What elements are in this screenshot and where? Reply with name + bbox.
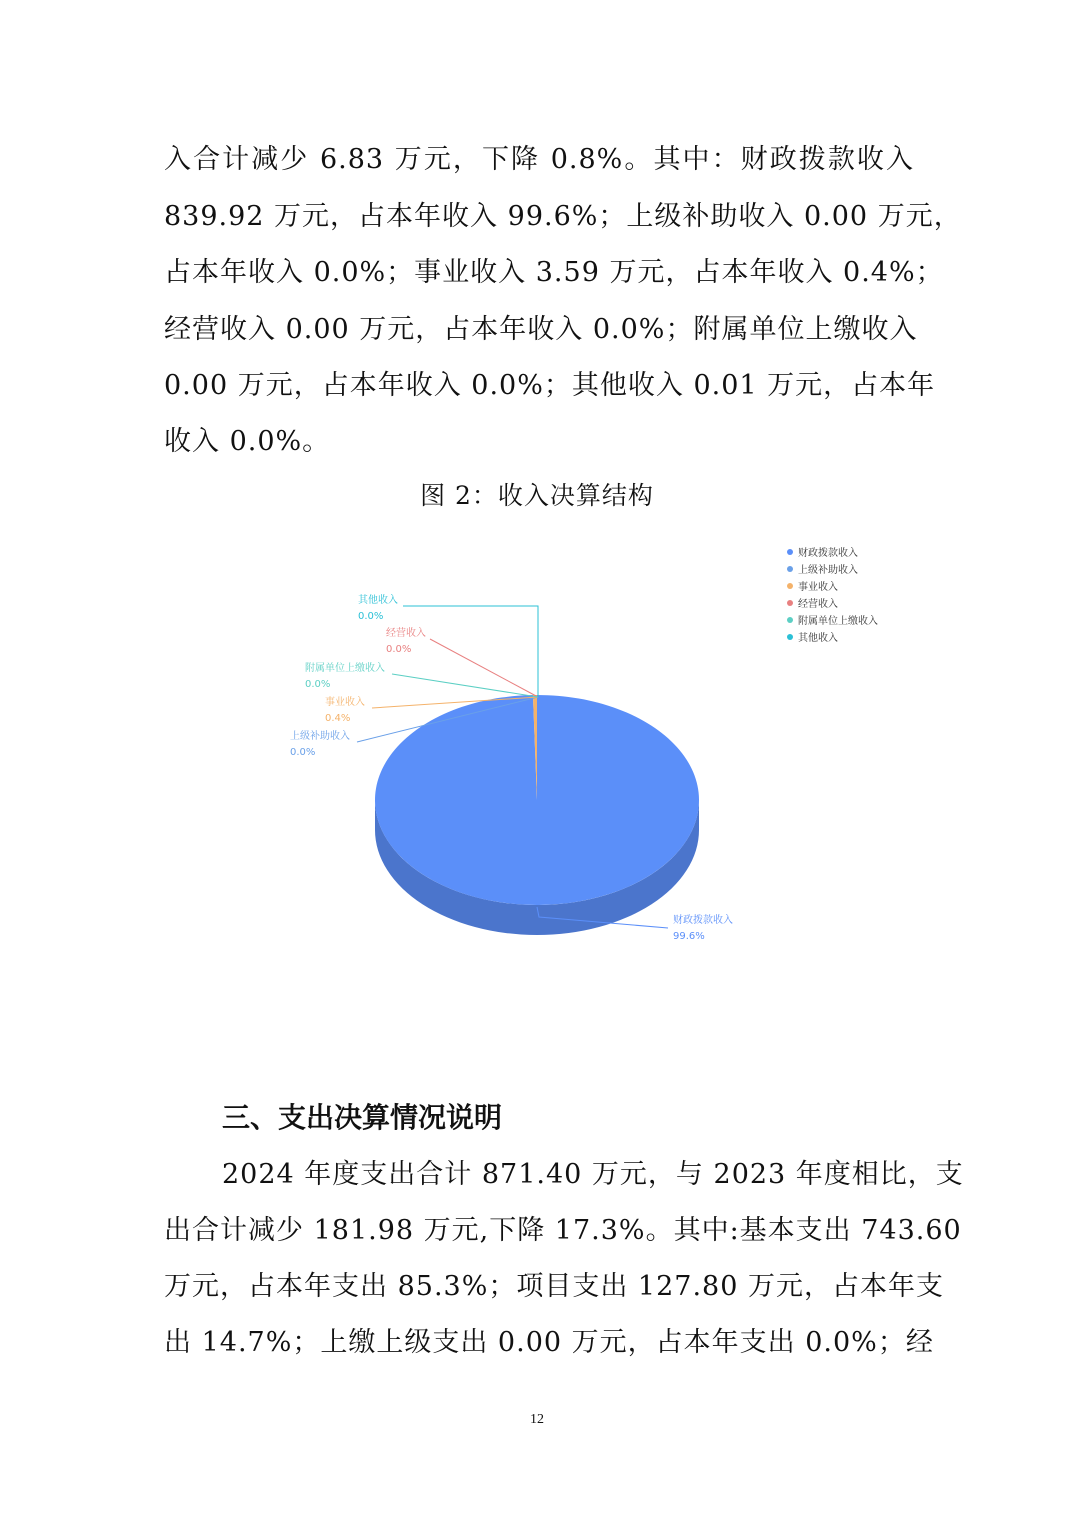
figure-caption: 图 2：收入决算结构 <box>420 481 654 510</box>
legend-item: 附属单位上缴收入 <box>798 616 878 627</box>
paragraph-line: 收入 0.0%。 <box>164 426 331 457</box>
legend-item: 经营收入 <box>798 599 838 610</box>
paragraph-line: 占本年收入 0.0%；事业收入 3.59 万元，占本年收入 0.4%； <box>164 257 944 288</box>
slice-label: 事业收入 <box>325 697 365 708</box>
slice-label: 附属单位上缴收入 <box>305 663 385 674</box>
legend-marker <box>787 617 793 623</box>
legend-marker <box>787 549 793 555</box>
legend-item: 其他收入 <box>798 633 838 644</box>
chart-legend <box>787 546 878 644</box>
legend-marker <box>787 583 793 589</box>
slice-value-label: 0.0% <box>290 747 316 758</box>
slice-value-label: 0.0% <box>386 644 412 655</box>
slice-value-label: 0.0% <box>305 679 331 690</box>
slice-value-label: 99.6% <box>673 931 705 942</box>
paragraph-line: 0.00 万元，占本年收入 0.0%；其他收入 0.01 万元，占本年 <box>164 370 936 401</box>
leader-line <box>403 606 538 697</box>
legend-marker <box>787 600 793 606</box>
slice-value-label: 0.4% <box>325 713 351 724</box>
legend-marker <box>787 566 793 572</box>
pie-body <box>375 695 699 935</box>
legend-item: 上级补助收入 <box>798 565 858 576</box>
slice-label: 经营收入 <box>386 628 426 639</box>
paragraph-line: 经营收入 0.00 万元，占本年收入 0.0%；附属单位上缴收入 <box>164 314 918 345</box>
legend-item: 财政拨款收入 <box>798 548 858 559</box>
paragraph-line: 万元，占本年支出 85.3%；项目支出 127.80 万元，占本年支 <box>164 1271 944 1302</box>
slice-label: 财政拨款收入 <box>673 915 733 926</box>
income-structure-pie-chart <box>0 530 1074 970</box>
slice-label: 其他收入 <box>358 595 398 606</box>
legend-marker <box>787 634 793 640</box>
paragraph-line: 出合计减少 181.98 万元,下降 17.3%。其中:基本支出 743.60 <box>164 1215 962 1246</box>
slice-label: 上级补助收入 <box>290 731 350 742</box>
paragraph-line: 2024 年度支出合计 871.40 万元，与 2023 年度相比，支 <box>222 1159 964 1190</box>
page-number: 12 <box>530 1412 544 1427</box>
slice-value-label: 0.0% <box>358 611 384 622</box>
paragraph-line: 入合计减少 6.83 万元，下降 0.8%。其中：财政拨款收入 <box>164 144 914 175</box>
paragraph-line: 839.92 万元，占本年收入 99.6%；上级补助收入 0.00 万元， <box>164 201 962 232</box>
paragraph-line: 出 14.7%；上缴上级支出 0.00 万元，占本年支出 0.0%；经 <box>164 1327 934 1358</box>
legend-item: 事业收入 <box>798 582 838 593</box>
section-title: 三、支出决算情况说明 <box>222 1101 503 1134</box>
